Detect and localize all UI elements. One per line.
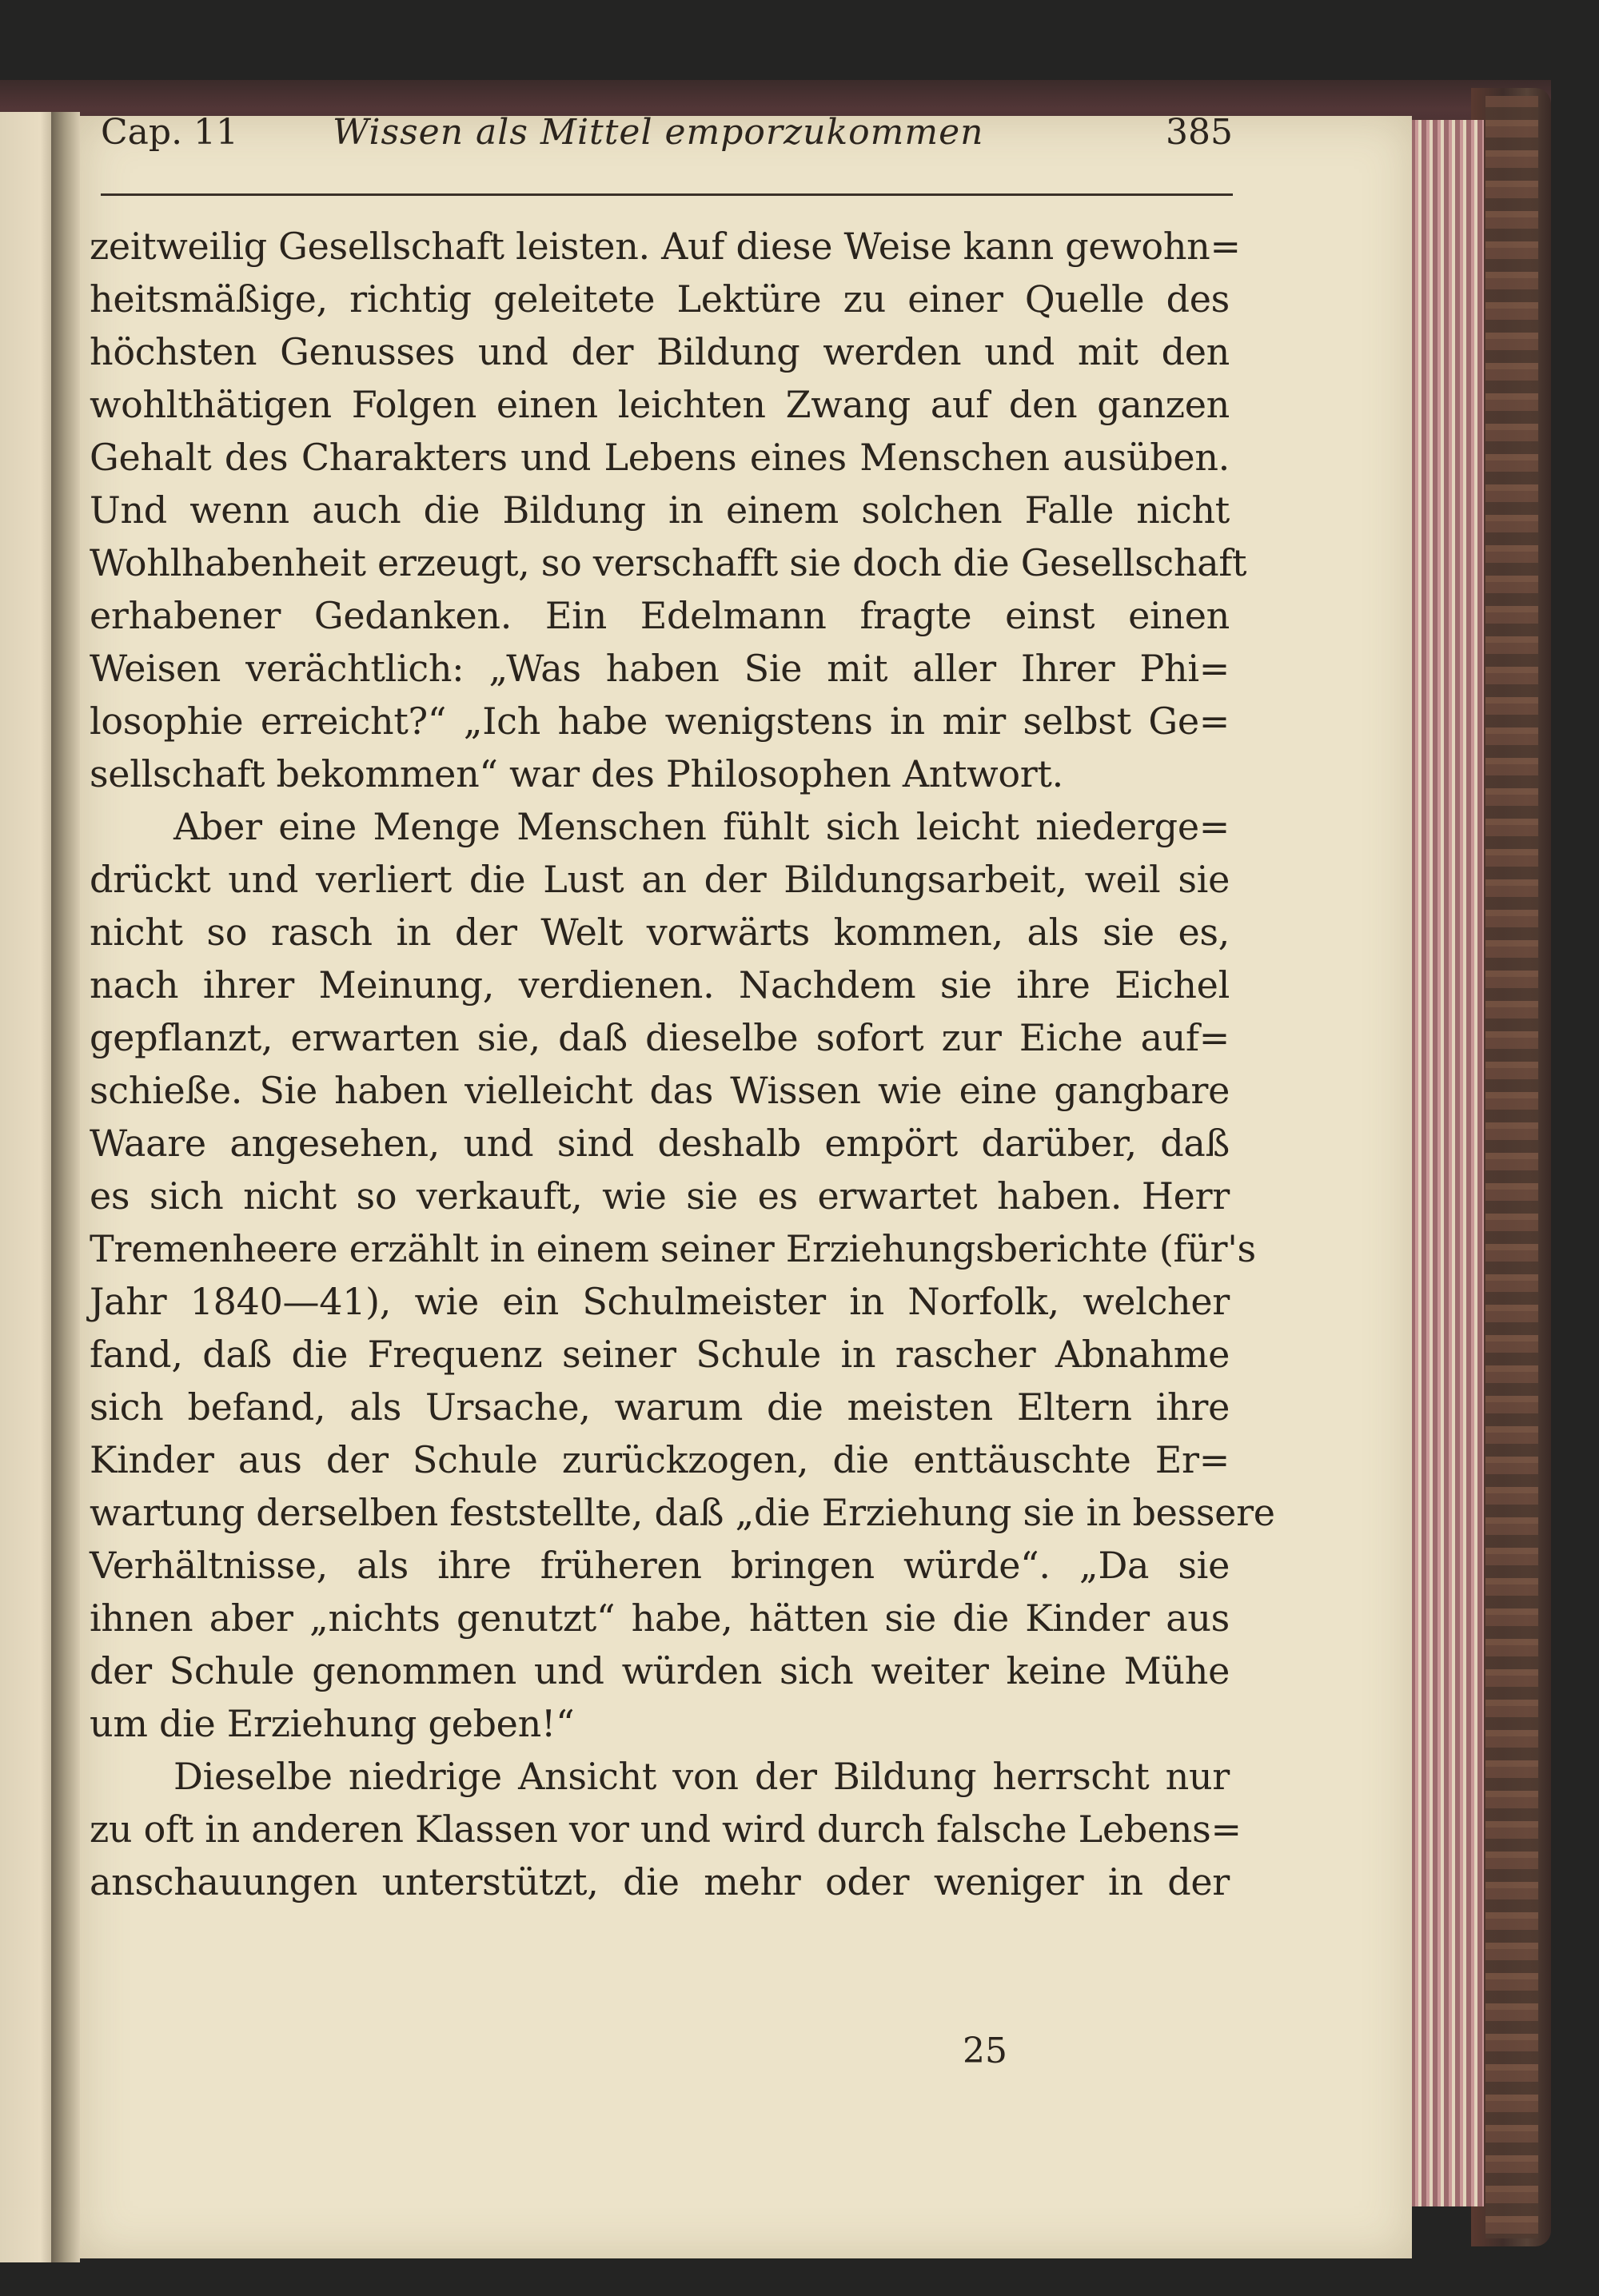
text-line: Gehalt des Charakters und Lebens eines Menschen ausüben.: [90, 436, 1230, 479]
running-title: Wissen als Mittel emporzukommen: [333, 112, 984, 153]
book-gutter: [51, 112, 80, 2262]
signature-mark: 25: [963, 2031, 1007, 2071]
text-line: zu oft in anderen Klassen vor und wird durch falsche Lebens=: [90, 1808, 1242, 1851]
text-line: nicht so rasch in der Welt vorwärts kommen, als sie es,: [90, 911, 1230, 954]
running-header: [101, 112, 1233, 160]
text-line: sellschaft bekommen“ war des Philosophen Antwort.: [90, 752, 1063, 795]
text-line: wohlthätigen Folgen einen leichten Zwang auf den ganzen: [90, 383, 1230, 426]
text-line: Verhältnisse, als ihre früheren bringen würde“. „Da sie: [90, 1544, 1230, 1587]
text-line: wartung derselben feststellte, daß „die Erziehung sie in bessere: [90, 1491, 1275, 1534]
text-line: schieße. Sie haben vielleicht das Wissen wie eine gangbare: [90, 1069, 1230, 1112]
text-line: Dieselbe niedrige Ansicht von der Bildung herrscht nur: [173, 1755, 1230, 1798]
text-line: ihnen aber „nichts genutzt“ habe, hätten sie die Kinder aus: [90, 1596, 1230, 1640]
text-line: um die Erziehung geben!“: [90, 1702, 575, 1745]
text-line: sich befand, als Ursache, warum die meisten Eltern ihre: [90, 1385, 1230, 1429]
facing-page-edge: [0, 112, 58, 2262]
text-line: der Schule genommen und würden sich weiter keine Mühe: [90, 1649, 1230, 1692]
text-line: gepflanzt, erwarten sie, daß dieselbe sofort zur Eiche auf=: [90, 1016, 1230, 1059]
text-line: heitsmäßige, richtig geleitete Lektüre zu einer Quelle des: [90, 277, 1230, 321]
text-line: Kinder aus der Schule zurückzogen, die enttäuschte Er=: [90, 1438, 1230, 1481]
text-line: Waare angesehen, und sind deshalb empört darüber, daß: [90, 1122, 1230, 1165]
text-line: fand, daß die Frequenz seiner Schule in rascher Abnahme: [90, 1333, 1230, 1376]
text-line: Und wenn auch die Bildung in einem solchen Falle nicht: [90, 488, 1230, 532]
text-line: höchsten Genusses und der Bildung werden und mit den: [90, 330, 1230, 373]
text-line: Aber eine Menge Menschen fühlt sich leicht niederge=: [173, 805, 1230, 848]
text-line: losophie erreicht?“ „Ich habe wenigstens in mir selbst Ge=: [90, 700, 1230, 743]
text-line: zeitweilig Gesellschaft leisten. Auf diese Weise kann gewohn=: [90, 225, 1241, 268]
text-line: Jahr 1840—41), wie ein Schulmeister in Norfolk, welcher: [90, 1280, 1230, 1323]
text-line: nach ihrer Meinung, verdienen. Nachdem sie ihre Eichel: [90, 963, 1230, 1006]
spine-binding-texture: [1485, 96, 1538, 2238]
page-body: [90, 220, 1275, 1908]
text-line: Wohlhabenheit erzeugt, so verschafft sie doch die Gesellschaft: [90, 541, 1247, 584]
text-line: Tremenheere erzählt in einem seiner Erziehungsberichte (für's: [90, 1227, 1256, 1270]
header-rule: [101, 193, 1233, 196]
text-line: erhabener Gedanken. Ein Edelmann fragte einst einen: [90, 594, 1230, 637]
text-line: anschauungen unterstützt, die mehr oder weniger in der: [90, 1860, 1230, 1903]
page-stack-edges: [1410, 120, 1484, 2206]
text-line: Weisen verächtlich: „Was haben Sie mit aller Ihrer Phi=: [90, 647, 1230, 690]
page-number: 385: [1166, 112, 1233, 153]
text-line: drückt und verliert die Lust an der Bildungsarbeit, weil sie: [90, 858, 1230, 901]
text-line: es sich nicht so verkauft, wie sie es erwartet haben. Herr: [90, 1174, 1230, 1218]
chapter-label: Cap. 11: [101, 112, 239, 153]
